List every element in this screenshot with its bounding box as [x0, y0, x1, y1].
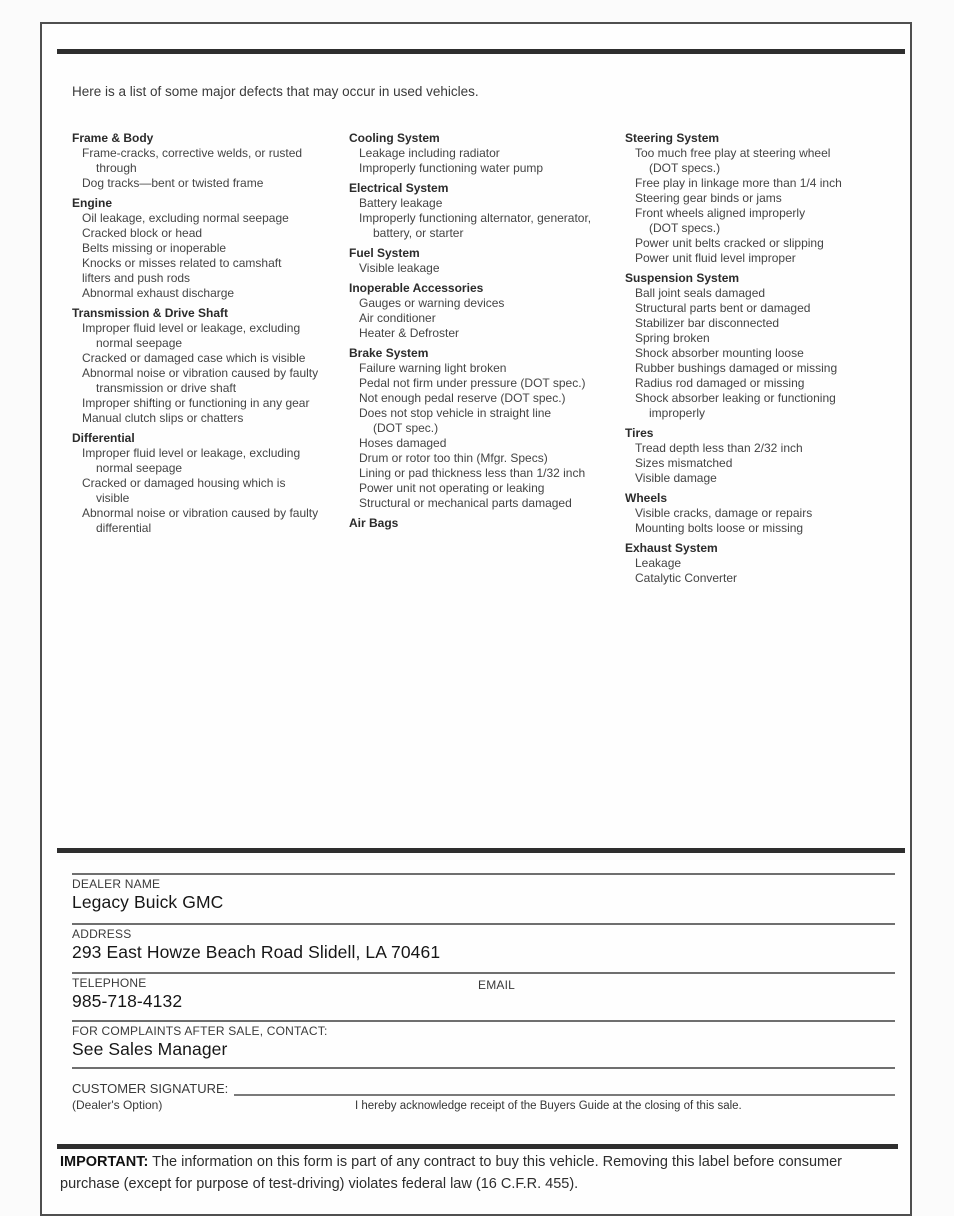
defect-item: Leakage	[635, 556, 682, 570]
telephone-value: 985-718-4132	[72, 991, 183, 1011]
defect-item: Power unit not operating or leaking	[359, 481, 545, 495]
defect-item: Belts missing or inoperable	[82, 241, 227, 255]
defect-section	[72, 306, 344, 426]
defect-item: Cracked or damaged housing which is visible	[82, 476, 286, 505]
section-heading: Engine	[72, 196, 113, 210]
defect-section	[349, 131, 619, 176]
defect-item: Power unit fluid level improper	[635, 251, 796, 265]
defect-item: Stabilizer bar disconnected	[635, 316, 780, 330]
defect-item: Lining or pad thickness less than 1/32 inch	[359, 466, 586, 480]
address-value: 293 East Howze Beach Road Slidell, LA 70461	[72, 942, 441, 962]
defect-item: Heater & Defroster	[359, 326, 460, 340]
defect-item: Improperly functioning alternator, generator, battery, or starter	[359, 211, 592, 240]
defect-item: Manual clutch slips or chatters	[82, 411, 244, 425]
defect-item: Abnormal exhaust discharge	[82, 286, 235, 300]
defect-item: Shock absorber leaking or functioning improperly	[635, 391, 836, 420]
defect-item: Power unit belts cracked or slipping	[635, 236, 824, 250]
important-notice	[60, 1152, 905, 1195]
acknowledgement-text: I hereby acknowledge receipt of the Buyers Guide at the closing of this sale.	[355, 1100, 742, 1112]
defect-item: Battery leakage	[359, 196, 443, 210]
defect-item: Sizes mismatched	[635, 456, 733, 470]
defect-item: Hoses damaged	[359, 436, 447, 450]
intro-text: Here is a list of some major defects that may occur in used vehicles.	[72, 84, 479, 99]
telephone-label: TELEPHONE	[72, 976, 147, 990]
defect-item: Leakage including radiator	[359, 146, 500, 160]
section-heading: Differential	[72, 431, 135, 445]
dealer-name-label: DEALER NAME	[72, 877, 161, 891]
defect-section	[349, 346, 619, 511]
defect-item: Shock absorber mounting loose	[635, 346, 804, 360]
defect-section	[625, 426, 905, 486]
defect-item: Too much free play at steering wheel (DOT specs.)	[635, 146, 831, 175]
section-heading: Wheels	[625, 491, 668, 505]
dealer-name-row	[72, 873, 895, 913]
section-heading: Air Bags	[349, 516, 399, 530]
customer-signature-label: CUSTOMER SIGNATURE:	[72, 1081, 229, 1096]
defect-column	[349, 131, 619, 531]
defect-item: Tread depth less than 2/32 inch	[635, 441, 803, 455]
defect-item: Abnormal noise or vibration caused by faulty differential	[82, 506, 319, 535]
defect-section	[349, 181, 619, 241]
defect-item: Mounting bolts loose or missing	[635, 521, 804, 535]
defect-item: Oil leakage, excluding normal seepage	[82, 211, 289, 225]
important-text: The information on this form is part of any contract to buy this vehicle. Removing this label before consumer purchase (except for purpose of test-driving) violates federal law (16 C.F.R. 455).	[60, 1154, 843, 1192]
defect-item: Cracked or damaged case which is visible	[82, 351, 306, 365]
dealer-name-value: Legacy Buick GMC	[72, 892, 224, 912]
defect-item: Cracked block or head	[82, 226, 203, 240]
defect-item: Ball joint seals damaged	[635, 286, 766, 300]
section-heading: Exhaust System	[625, 541, 718, 555]
defect-item: Not enough pedal reserve (DOT spec.)	[359, 391, 566, 405]
defect-item: Improper shifting or functioning in any gear	[82, 396, 310, 410]
section-heading: Cooling System	[349, 131, 440, 145]
defect-section	[349, 246, 619, 276]
defect-item: Visible damage	[635, 471, 717, 485]
fields-bottom-rule	[72, 1067, 895, 1069]
defect-item: Visible leakage	[359, 261, 440, 275]
defect-item: Catalytic Converter	[635, 571, 738, 585]
defect-item: Drum or rotor too thin (Mfgr. Specs)	[359, 451, 548, 465]
defect-item: Failure warning light broken	[359, 361, 507, 375]
middle-rule	[57, 848, 905, 853]
defect-section	[625, 541, 905, 586]
section-heading: Inoperable Accessories	[349, 281, 484, 295]
complaints-value: See Sales Manager	[72, 1039, 228, 1059]
defect-item: Improper fluid level or leakage, excluding normal seepage	[82, 321, 301, 350]
defect-item: Does not stop vehicle in straight line (DOT spec.)	[359, 406, 552, 435]
complaints-row	[72, 1020, 895, 1060]
defect-item: Dog tracks—bent or twisted frame	[82, 176, 264, 190]
defect-item: Front wheels aligned improperly (DOT specs.)	[635, 206, 806, 235]
defect-column	[625, 131, 905, 586]
telephone-row	[72, 972, 895, 1012]
defect-item: Air conditioner	[359, 311, 436, 325]
defect-section	[349, 281, 619, 341]
signature-line	[234, 1080, 895, 1096]
defect-section	[625, 271, 905, 421]
address-row	[72, 923, 895, 963]
defect-item: Structural parts bent or damaged	[635, 301, 811, 315]
defect-item: Improperly functioning water pump	[359, 161, 544, 175]
defect-item: Abnormal noise or vibration caused by faulty transmission or drive shaft	[82, 366, 319, 395]
defect-item: lifters and push rods	[82, 271, 191, 285]
defect-section	[625, 131, 905, 266]
section-heading: Suspension System	[625, 271, 740, 285]
email-label: EMAIL	[478, 978, 516, 992]
defect-section	[72, 431, 344, 536]
section-heading: Fuel System	[349, 246, 420, 260]
address-label: ADDRESS	[72, 927, 132, 941]
important-label: IMPORTANT:	[60, 1154, 149, 1170]
defect-item: Radius rod damaged or missing	[635, 376, 805, 390]
bottom-rule	[57, 1144, 898, 1149]
defect-item: Pedal not firm under pressure (DOT spec.)	[359, 376, 586, 390]
defect-item: Steering gear binds or jams	[635, 191, 782, 205]
defect-section	[72, 131, 344, 191]
defect-item: Rubber bushings damaged or missing	[635, 361, 838, 375]
complaints-label: FOR COMPLAINTS AFTER SALE, CONTACT:	[72, 1024, 328, 1038]
defect-item: Spring broken	[635, 331, 710, 345]
section-heading: Transmission & Drive Shaft	[72, 306, 229, 320]
section-heading: Electrical System	[349, 181, 449, 195]
signature-block	[72, 1080, 895, 1116]
defect-section	[72, 196, 344, 301]
section-heading: Steering System	[625, 131, 720, 145]
defect-item: Gauges or warning devices	[359, 296, 505, 310]
defect-section	[625, 491, 905, 536]
defect-section	[349, 516, 619, 531]
defect-item: Improper fluid level or leakage, excluding normal seepage	[82, 446, 301, 475]
defect-item: Visible cracks, damage or repairs	[635, 506, 813, 520]
defect-item: Frame-cracks, corrective welds, or rusted through	[82, 146, 303, 175]
section-heading: Frame & Body	[72, 131, 154, 145]
defect-column	[72, 131, 344, 536]
section-heading: Tires	[625, 426, 654, 440]
dealers-option-label: (Dealer's Option)	[72, 1098, 163, 1112]
defect-item: Knocks or misses related to camshaft	[82, 256, 282, 270]
defect-item: Free play in linkage more than 1/4 inch	[635, 176, 842, 190]
section-heading: Brake System	[349, 346, 429, 360]
defect-item: Structural or mechanical parts damaged	[359, 496, 572, 510]
top-rule	[57, 49, 905, 54]
